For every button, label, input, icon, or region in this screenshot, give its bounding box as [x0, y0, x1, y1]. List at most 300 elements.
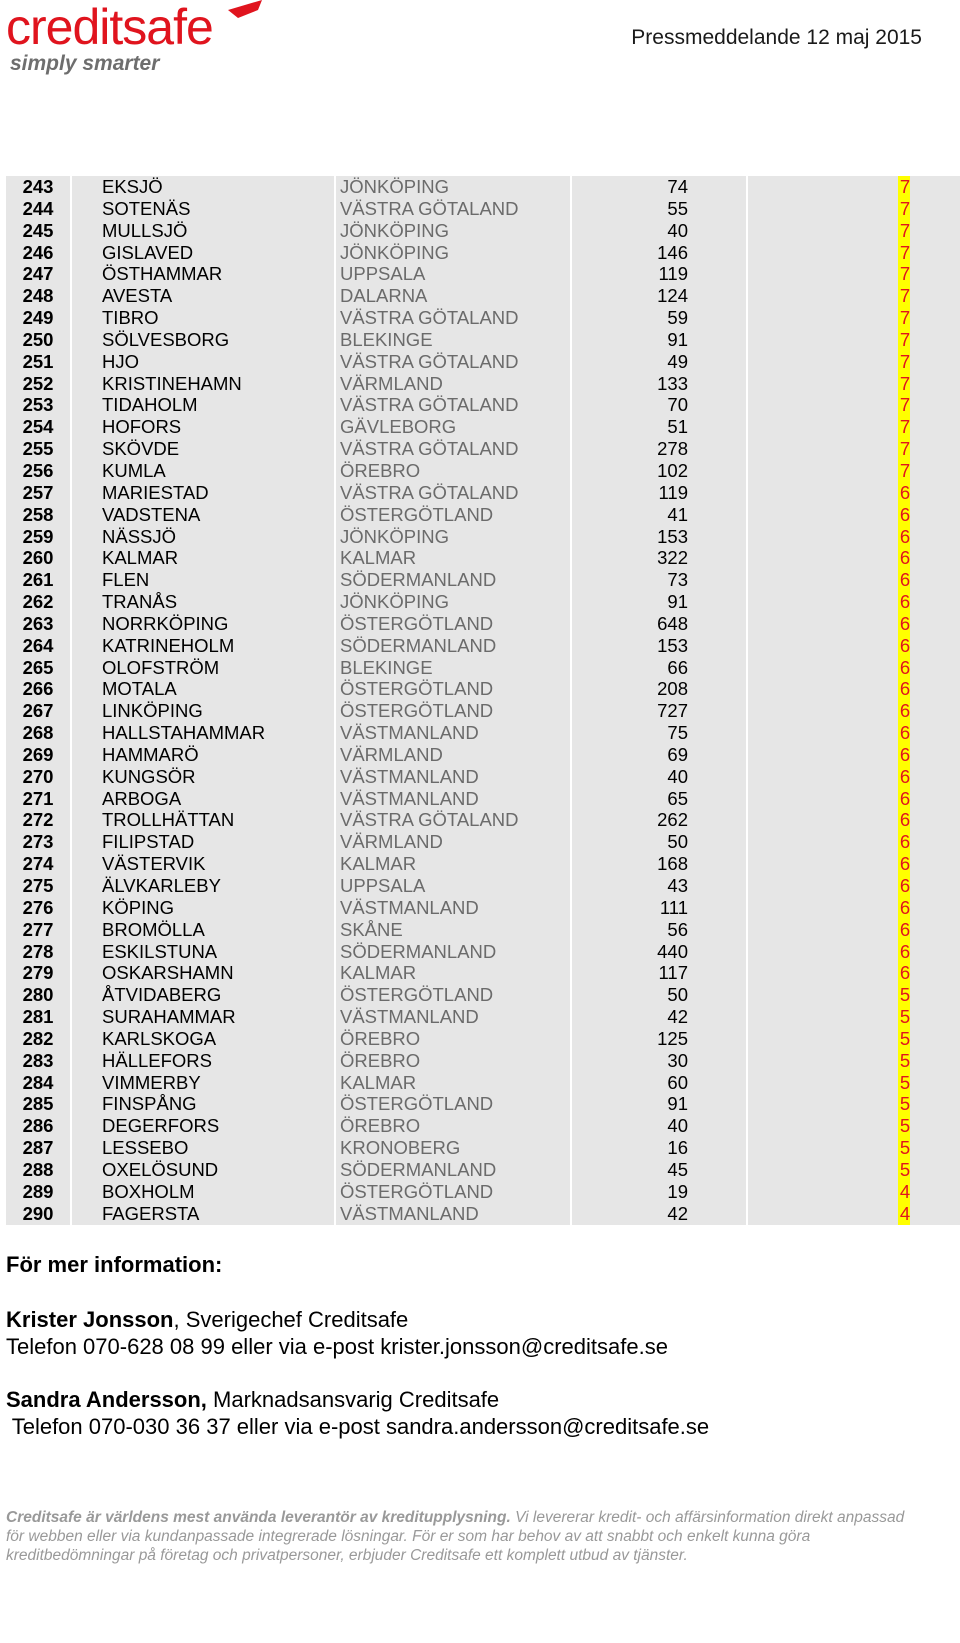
rank-cell: 286 — [22, 1115, 54, 1137]
rank-cell: 250 — [22, 328, 54, 350]
count-cell: 153 — [571, 526, 747, 548]
spacer-cell — [910, 897, 960, 919]
count-cell: 30 — [571, 1050, 747, 1072]
count-cell: 119 — [571, 482, 747, 504]
table-row — [6, 394, 960, 416]
city-cell: FAGERSTA — [71, 1203, 335, 1225]
county-cell: SÖDERMANLAND — [335, 569, 571, 591]
score-cell — [898, 831, 910, 853]
city-cell: KÖPING — [71, 897, 335, 919]
spacer-cell — [747, 635, 898, 657]
score-cell — [898, 853, 910, 875]
city-cell: TROLLHÄTTAN — [71, 809, 335, 831]
county-cell: KALMAR — [335, 962, 571, 984]
count-cell: 168 — [571, 853, 747, 875]
rank-cell: 260 — [22, 547, 54, 569]
table-row — [6, 1203, 960, 1225]
rank-cell: 272 — [22, 809, 54, 831]
county-cell: VÄRMLAND — [335, 373, 571, 395]
county-cell: DALARNA — [335, 285, 571, 307]
rank-cell: 273 — [22, 831, 54, 853]
table-row — [6, 504, 960, 526]
score-cell — [898, 657, 910, 679]
city-cell: MULLSJÖ — [71, 220, 335, 242]
spacer-cell — [747, 1159, 898, 1181]
table-row — [6, 1093, 960, 1115]
score-value: 6 — [899, 591, 910, 613]
city-cell: KALMAR — [71, 547, 335, 569]
spacer-cell — [747, 438, 898, 460]
rank-cell: 276 — [22, 896, 54, 918]
spacer-cell — [747, 1181, 898, 1203]
rank-cell: 281 — [22, 1006, 54, 1028]
score-cell — [898, 1006, 910, 1028]
county-cell: BLEKINGE — [335, 329, 571, 351]
city-cell: TRANÅS — [71, 591, 335, 613]
score-cell — [898, 1137, 910, 1159]
spacer-cell — [747, 962, 898, 984]
spacer-cell — [747, 831, 898, 853]
city-cell: NÄSSJÖ — [71, 526, 335, 548]
county-cell: JÖNKÖPING — [335, 591, 571, 613]
score-cell — [898, 394, 910, 416]
table-row — [6, 1006, 960, 1028]
spacer-cell — [910, 569, 960, 591]
spacer-cell — [910, 351, 960, 373]
spacer-cell — [747, 1203, 898, 1225]
score-value: 6 — [899, 918, 910, 940]
spacer-cell — [747, 678, 898, 700]
score-value: 7 — [899, 328, 910, 350]
spacer-cell — [910, 416, 960, 438]
county-cell: ÖREBRO — [335, 1050, 571, 1072]
city-cell: ARBOGA — [71, 788, 335, 810]
rank-cell: 287 — [22, 1137, 54, 1159]
city-cell: VIMMERBY — [71, 1072, 335, 1094]
spacer-cell — [910, 1093, 960, 1115]
county-cell: ÖSTERGÖTLAND — [335, 700, 571, 722]
score-cell — [898, 285, 910, 307]
spacer-cell — [910, 919, 960, 941]
spacer-cell — [910, 198, 960, 220]
score-value: 5 — [899, 1049, 910, 1071]
spacer-cell — [910, 1137, 960, 1159]
logo-wordmark: creditsafe — [6, 0, 213, 55]
rank-cell: 269 — [22, 743, 54, 765]
table-row — [6, 591, 960, 613]
spacer-cell — [910, 1050, 960, 1072]
score-cell — [898, 242, 910, 264]
rank-cell: 270 — [22, 765, 54, 787]
rank-cell: 274 — [22, 853, 54, 875]
score-cell — [898, 373, 910, 395]
spacer-cell — [910, 1181, 960, 1203]
county-cell: VÄSTRA GÖTALAND — [335, 394, 571, 416]
count-cell: 45 — [571, 1159, 747, 1181]
spacer-cell — [910, 809, 960, 831]
score-value: 5 — [899, 1006, 910, 1028]
table-row — [6, 351, 960, 373]
count-cell: 322 — [571, 547, 747, 569]
count-cell: 124 — [571, 285, 747, 307]
county-cell: VÄSTMANLAND — [335, 1006, 571, 1028]
table-row — [6, 897, 960, 919]
count-cell: 19 — [571, 1181, 747, 1203]
rank-cell: 244 — [22, 197, 54, 219]
spacer-cell — [747, 220, 898, 242]
county-cell: JÖNKÖPING — [335, 176, 571, 198]
county-cell: VÄSTRA GÖTALAND — [335, 198, 571, 220]
contact-role: , Sverigechef Creditsafe — [173, 1307, 409, 1332]
spacer-cell — [910, 941, 960, 963]
score-value: 7 — [899, 263, 910, 285]
score-cell — [898, 897, 910, 919]
score-value: 6 — [899, 831, 910, 853]
rank-cell: 289 — [22, 1180, 54, 1202]
footer-boilerplate — [6, 1508, 906, 1565]
score-value: 6 — [899, 700, 910, 722]
city-cell: LINKÖPING — [71, 700, 335, 722]
ranking-table — [6, 176, 960, 1225]
spacer-cell — [747, 307, 898, 329]
table-row — [6, 242, 960, 264]
contact-heading: För mer information: — [6, 1252, 223, 1277]
count-cell: 75 — [571, 722, 747, 744]
spacer-cell — [747, 766, 898, 788]
table-row — [6, 1050, 960, 1072]
county-cell: VÄSTMANLAND — [335, 788, 571, 810]
count-cell: 74 — [571, 176, 747, 198]
score-value: 6 — [899, 722, 910, 744]
city-cell: ÄLVKARLEBY — [71, 875, 335, 897]
rank-cell: 251 — [22, 350, 54, 372]
spacer-cell — [747, 329, 898, 351]
spacer-cell — [747, 176, 898, 198]
spacer-cell — [910, 613, 960, 635]
count-cell: 40 — [571, 220, 747, 242]
score-value: 6 — [899, 743, 910, 765]
county-cell: JÖNKÖPING — [335, 242, 571, 264]
spacer-cell — [910, 1028, 960, 1050]
county-cell: ÖSTERGÖTLAND — [335, 1181, 571, 1203]
rank-cell: 266 — [22, 678, 54, 700]
count-cell: 440 — [571, 941, 747, 963]
count-cell: 51 — [571, 416, 747, 438]
score-value: 7 — [899, 459, 910, 481]
city-cell: KARLSKOGA — [71, 1028, 335, 1050]
spacer-cell — [747, 1093, 898, 1115]
city-cell: OSKARSHAMN — [71, 962, 335, 984]
city-cell: FLEN — [71, 569, 335, 591]
footer-bold-text: Creditsafe är världens mest använda leverantör av kreditupplysning. — [6, 1509, 511, 1526]
score-value: 5 — [899, 1027, 910, 1049]
press-release-date: Pressmeddelande 12 maj 2015 — [631, 26, 922, 49]
spacer-cell — [747, 285, 898, 307]
spacer-cell — [910, 176, 960, 198]
table-row — [6, 1181, 960, 1203]
contact-person-1 — [6, 1306, 709, 1360]
table-row — [6, 547, 960, 569]
county-cell: VÄSTMANLAND — [335, 897, 571, 919]
county-cell: ÖREBRO — [335, 460, 571, 482]
score-cell — [898, 198, 910, 220]
table-row — [6, 766, 960, 788]
contact-section — [6, 1252, 709, 1466]
count-cell: 133 — [571, 373, 747, 395]
score-cell — [898, 788, 910, 810]
count-cell: 208 — [571, 678, 747, 700]
count-cell: 65 — [571, 788, 747, 810]
score-value: 7 — [899, 307, 910, 329]
city-cell: OLOFSTRÖM — [71, 657, 335, 679]
city-cell: FILIPSTAD — [71, 831, 335, 853]
county-cell: ÖSTERGÖTLAND — [335, 504, 571, 526]
score-value: 7 — [899, 219, 910, 241]
spacer-cell — [910, 744, 960, 766]
city-cell: TIDAHOLM — [71, 394, 335, 416]
score-cell — [898, 1072, 910, 1094]
count-cell: 119 — [571, 263, 747, 285]
county-cell: VÄSTMANLAND — [335, 1203, 571, 1225]
score-value: 6 — [899, 656, 910, 678]
spacer-cell — [747, 416, 898, 438]
score-cell — [898, 1181, 910, 1203]
rank-cell: 282 — [22, 1027, 54, 1049]
city-cell: BOXHOLM — [71, 1181, 335, 1203]
rank-cell: 255 — [22, 438, 54, 460]
score-cell — [898, 460, 910, 482]
city-cell: LESSEBO — [71, 1137, 335, 1159]
score-cell — [898, 263, 910, 285]
count-cell: 91 — [571, 591, 747, 613]
county-cell: VÄSTRA GÖTALAND — [335, 482, 571, 504]
spacer-cell — [910, 766, 960, 788]
score-value: 6 — [899, 569, 910, 591]
county-cell: JÖNKÖPING — [335, 526, 571, 548]
county-cell: VÄSTMANLAND — [335, 722, 571, 744]
count-cell: 40 — [571, 766, 747, 788]
rank-cell: 267 — [22, 700, 54, 722]
county-cell: ÖREBRO — [335, 1028, 571, 1050]
spacer-cell — [747, 722, 898, 744]
score-cell — [898, 984, 910, 1006]
spacer-cell — [747, 198, 898, 220]
county-cell: ÖSTERGÖTLAND — [335, 1093, 571, 1115]
count-cell: 648 — [571, 613, 747, 635]
score-cell — [898, 809, 910, 831]
table-row — [6, 198, 960, 220]
count-cell: 73 — [571, 569, 747, 591]
city-cell: SOTENÄS — [71, 198, 335, 220]
count-cell: 146 — [571, 242, 747, 264]
city-cell: VADSTENA — [71, 504, 335, 526]
score-value: 6 — [899, 809, 910, 831]
score-cell — [898, 176, 910, 198]
city-cell: HÄLLEFORS — [71, 1050, 335, 1072]
spacer-cell — [747, 700, 898, 722]
score-cell — [898, 416, 910, 438]
spacer-cell — [747, 351, 898, 373]
contact-name: Krister Jonsson — [6, 1307, 174, 1332]
city-cell: VÄSTERVIK — [71, 853, 335, 875]
contact-role: Marknadsansvarig Creditsafe — [206, 1387, 500, 1412]
score-value: 6 — [899, 787, 910, 809]
count-cell: 56 — [571, 919, 747, 941]
count-cell: 278 — [571, 438, 747, 460]
rank-cell: 254 — [22, 416, 54, 438]
score-value: 6 — [899, 612, 910, 634]
score-cell — [898, 547, 910, 569]
rank-cell: 261 — [22, 569, 54, 591]
score-cell — [898, 351, 910, 373]
rank-cell: 263 — [22, 612, 54, 634]
city-cell: ÅTVIDABERG — [71, 984, 335, 1006]
contact-phone: Telefon 070-030 36 37 eller via e-post sandra.andersson@creditsafe.se — [6, 1414, 710, 1439]
county-cell: ÖSTERGÖTLAND — [335, 613, 571, 635]
score-value: 6 — [899, 940, 910, 962]
spacer-cell — [747, 591, 898, 613]
table-row — [6, 788, 960, 810]
table-row — [6, 853, 960, 875]
spacer-cell — [910, 1006, 960, 1028]
spacer-cell — [747, 613, 898, 635]
table-row — [6, 613, 960, 635]
spacer-cell — [747, 482, 898, 504]
city-cell: HAMMARÖ — [71, 744, 335, 766]
score-value: 7 — [899, 176, 910, 197]
spacer-cell — [747, 526, 898, 548]
spacer-cell — [747, 919, 898, 941]
city-cell: GISLAVED — [71, 242, 335, 264]
count-cell: 59 — [571, 307, 747, 329]
rank-cell: 279 — [22, 962, 54, 984]
spacer-cell — [910, 482, 960, 504]
score-value: 6 — [899, 503, 910, 525]
table-row — [6, 875, 960, 897]
county-cell: VÄSTRA GÖTALAND — [335, 438, 571, 460]
count-cell: 727 — [571, 700, 747, 722]
spacer-cell — [747, 504, 898, 526]
spacer-cell — [910, 635, 960, 657]
spacer-cell — [910, 263, 960, 285]
rank-cell: 277 — [22, 918, 54, 940]
rank-cell: 264 — [22, 634, 54, 656]
spacer-cell — [747, 853, 898, 875]
table-row — [6, 700, 960, 722]
table-row — [6, 984, 960, 1006]
city-cell: DEGERFORS — [71, 1115, 335, 1137]
city-cell: HJO — [71, 351, 335, 373]
score-value: 5 — [899, 1137, 910, 1159]
count-cell: 91 — [571, 1093, 747, 1115]
score-cell — [898, 1115, 910, 1137]
score-value: 7 — [899, 241, 910, 263]
count-cell: 70 — [571, 394, 747, 416]
city-cell: FINSPÅNG — [71, 1093, 335, 1115]
score-value: 6 — [899, 962, 910, 984]
table-row — [6, 831, 960, 853]
table-row — [6, 438, 960, 460]
spacer-cell — [747, 242, 898, 264]
table-row — [6, 416, 960, 438]
spacer-cell — [910, 678, 960, 700]
city-cell: HOFORS — [71, 416, 335, 438]
spacer-cell — [747, 1006, 898, 1028]
score-value: 7 — [899, 197, 910, 219]
count-cell: 40 — [571, 1115, 747, 1137]
rank-cell: 268 — [22, 722, 54, 744]
city-cell: KUNGSÖR — [71, 766, 335, 788]
score-value: 6 — [899, 481, 910, 503]
table-row — [6, 460, 960, 482]
rank-cell: 283 — [22, 1049, 54, 1071]
spacer-cell — [747, 657, 898, 679]
spacer-cell — [747, 875, 898, 897]
rank-cell: 285 — [22, 1093, 54, 1115]
county-cell: UPPSALA — [335, 875, 571, 897]
table-row — [6, 919, 960, 941]
score-cell — [898, 526, 910, 548]
count-cell: 43 — [571, 875, 747, 897]
footer-text: Vi levererar kredit- och affärsinformation direkt anpassad för webben eller via kundanpassade integrerade lösningar. För er som har behov av att snabbt och enkelt kunna göra kreditbedömningar på företag och privatpersoner, erbjuder Creditsafe ett komplett utbud av tjänster. — [6, 1509, 905, 1564]
rank-cell: 248 — [22, 285, 54, 307]
table-row — [6, 1137, 960, 1159]
spacer-cell — [910, 460, 960, 482]
score-cell — [898, 307, 910, 329]
spacer-cell — [747, 1115, 898, 1137]
count-cell: 41 — [571, 504, 747, 526]
city-cell: HALLSTAHAMMAR — [71, 722, 335, 744]
score-cell — [898, 504, 910, 526]
spacer-cell — [747, 744, 898, 766]
city-cell: KUMLA — [71, 460, 335, 482]
rank-cell: 252 — [22, 372, 54, 394]
spacer-cell — [910, 700, 960, 722]
score-cell — [898, 1050, 910, 1072]
city-cell: SURAHAMMAR — [71, 1006, 335, 1028]
score-value: 6 — [899, 853, 910, 875]
spacer-cell — [910, 788, 960, 810]
spacer-cell — [910, 831, 960, 853]
ranking-table-body — [6, 176, 960, 1225]
score-cell — [898, 875, 910, 897]
table-row — [6, 307, 960, 329]
city-cell: AVESTA — [71, 285, 335, 307]
county-cell: GÄVLEBORG — [335, 416, 571, 438]
table-row — [6, 263, 960, 285]
spacer-cell — [747, 788, 898, 810]
city-cell: KATRINEHOLM — [71, 635, 335, 657]
score-cell — [898, 482, 910, 504]
spacer-cell — [910, 242, 960, 264]
score-cell — [898, 329, 910, 351]
spacer-cell — [910, 547, 960, 569]
score-value: 5 — [899, 984, 910, 1006]
city-cell: OXELÖSUND — [71, 1159, 335, 1181]
county-cell: KALMAR — [335, 1072, 571, 1094]
table-row — [6, 329, 960, 351]
count-cell: 16 — [571, 1137, 747, 1159]
score-value: 4 — [899, 1180, 910, 1202]
count-cell: 91 — [571, 329, 747, 351]
score-cell — [898, 744, 910, 766]
table-row — [6, 657, 960, 679]
count-cell: 102 — [571, 460, 747, 482]
count-cell: 153 — [571, 635, 747, 657]
rank-cell: 245 — [22, 219, 54, 241]
table-row — [6, 962, 960, 984]
city-cell: EKSJÖ — [71, 176, 335, 198]
